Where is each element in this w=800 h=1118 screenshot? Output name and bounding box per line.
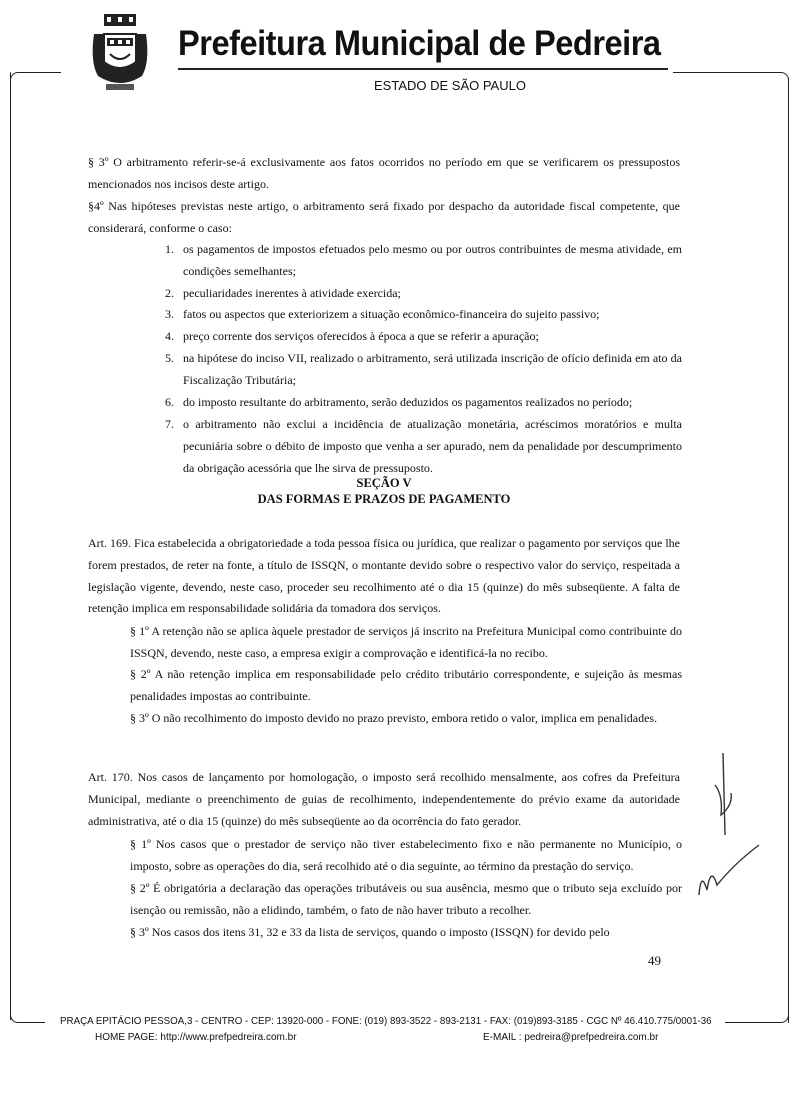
list-item [165,283,682,305]
page-subtitle [0,78,800,93]
footer-address: PRAÇA EPITÁCIO PESSOA,3 - CENTRO - CEP: 13920-000 - FONE: (019) 893-3522 - 893-2131 - FAX: (019)893-3185 - CGC Nº 46.410.775/0001-36 [60,1015,712,1027]
article-169: Art. 169. Fica estabelecida a obrigatoriedade a toda pessoa física ou jurídica, que realizar o pagamento por serviços que lhe forem prestados, de reter na fonte, a título de ISSQN, o montante devido sobre o respectivo valor do serviço, respeitada a legislação vigente, devendo, neste caso, proceder seu recolhimento até o dia 15 (quinze) do mês subseqüente. A falta de retenção implica em responsabilidade solidária da tomadora dos serviços. [88,536,680,616]
list-text: o arbitramento não exclui a incidência de atualização monetária, acréscimos moratórios e multa pecuniária sobre o débito de imposto que venha a ser apurado, nem da penalidade por descumprimento da obrigação acessória que lhe sirva de pressuposto. [183,417,682,475]
list-item [165,239,682,283]
article-170: Art. 170. Nos casos de lançamento por homologação, o imposto será recolhido mensalmente, aos cofres da Prefeitura Municipal, mediante o preenchimento de guias de recolhimento, independentemente do prévio exame da autoridade administrativa, até o dia 15 (quinze) do mês subseqüente ao da ocorrência do fato gerador. [88,770,680,828]
article-169-paragraph-1: § 1º A retenção não se aplica àquele prestador de serviços já inscrito na Prefeitura Municipal como contribuinte do ISSQN, devendo, neste caso, a empresa exigir a comprovação e identificá-la no recibo. [130,624,682,660]
paragraph-4: §4º Nas hipóteses previstas neste artigo, o arbitramento será fixado por despacho da autoridade fiscal competente, que considerará, conforme o caso: [88,199,680,235]
frame-border-left [10,72,11,1020]
list-text: peculiaridades inerentes à atividade exercida; [183,286,401,300]
list-number: 2. [165,286,174,300]
list-text: fatos ou aspectos que exteriorizem a situação econômico-financeira do sujeito passivo; [183,307,600,321]
list-number: 5. [165,351,174,365]
list-text: do imposto resultante do arbitramento, serão deduzidos os pagamentos realizados no período; [183,395,633,409]
footer-email-link[interactable]: E-MAIL : pedreira@prefpedreira.com.br [483,1032,659,1043]
list-item [165,392,682,414]
article-170-paragraph-2: § 2º É obrigatória a declaração das operações tributáveis ou sua ausência, mesmo que o tributo seja excluído por isenção ou remissão, não a elidindo, também, o fato de não haver tributo a recolher. [130,881,682,917]
frame-border-bottom-left [10,1012,45,1023]
handwritten-initials-icon [695,745,765,905]
list-number: 7. [165,417,174,431]
page-title: Prefeitura Municipal de Pedreira [178,24,661,63]
list-number: 6. [165,395,174,409]
list-item [165,414,682,479]
page-number: 49 [648,953,661,968]
list-number: 4. [165,329,174,343]
list-item [165,304,682,326]
paragraph-3: § 3º O arbitramento referir-se-á exclusivamente aos fatos ocorridos no período em que se verificarem os pressupostos mencionados nos incisos deste artigo. [88,155,680,191]
list-text: na hipótese do inciso VII, realizado o arbitramento, será utilizada inscrição de ofício definida em ato da Fiscalização Tributária; [183,351,682,387]
article-170-paragraph-3: § 3º Nos casos dos itens 31, 32 e 33 da lista de serviços, quando o imposto (ISSQN) for devido pelo [130,925,610,939]
frame-border-bottom-right [725,1012,789,1023]
list-item [165,326,682,348]
article-169-paragraph-2: § 2º A não retenção implica em responsabilidade pelo crédito tributário correspondente, e sujeição às mesmas penalidades impostas ao contribuinte. [130,667,682,703]
article-170-paragraph-1: § 1º Nos casos que o prestador de serviço não tiver estabelecimento fixo e não permanente no Município, o imposto, sobre as operações do dia, será recolhido até o dia seguinte, ao término da prestação do serviço. [130,837,682,873]
state-label: ESTADO DE SÃO PAULO [374,78,526,93]
list-number: 1. [165,242,174,256]
footer-homepage-link[interactable]: HOME PAGE: http://www.prefpedreira.com.br [95,1032,297,1043]
list-number: 3. [165,307,174,321]
section-title: SEÇÃO V [356,476,412,490]
section-subtitle: DAS FORMAS E PRAZOS DE PAGAMENTO [257,492,511,506]
article-169-paragraph-3: § 3º O não recolhimento do imposto devido no prazo previsto, embora retido o valor, implica em penalidades. [130,711,658,725]
list-text: os pagamentos de impostos efetuados pelo mesmo ou por outros contribuintes de mesma atividade, em condições semelhantes; [183,242,682,278]
list-item [165,348,682,392]
title-underline [178,68,668,70]
frame-border-right [788,78,789,1023]
list-text: preço corrente dos serviços oferecidos à época a que se referir a apuração; [183,329,539,343]
